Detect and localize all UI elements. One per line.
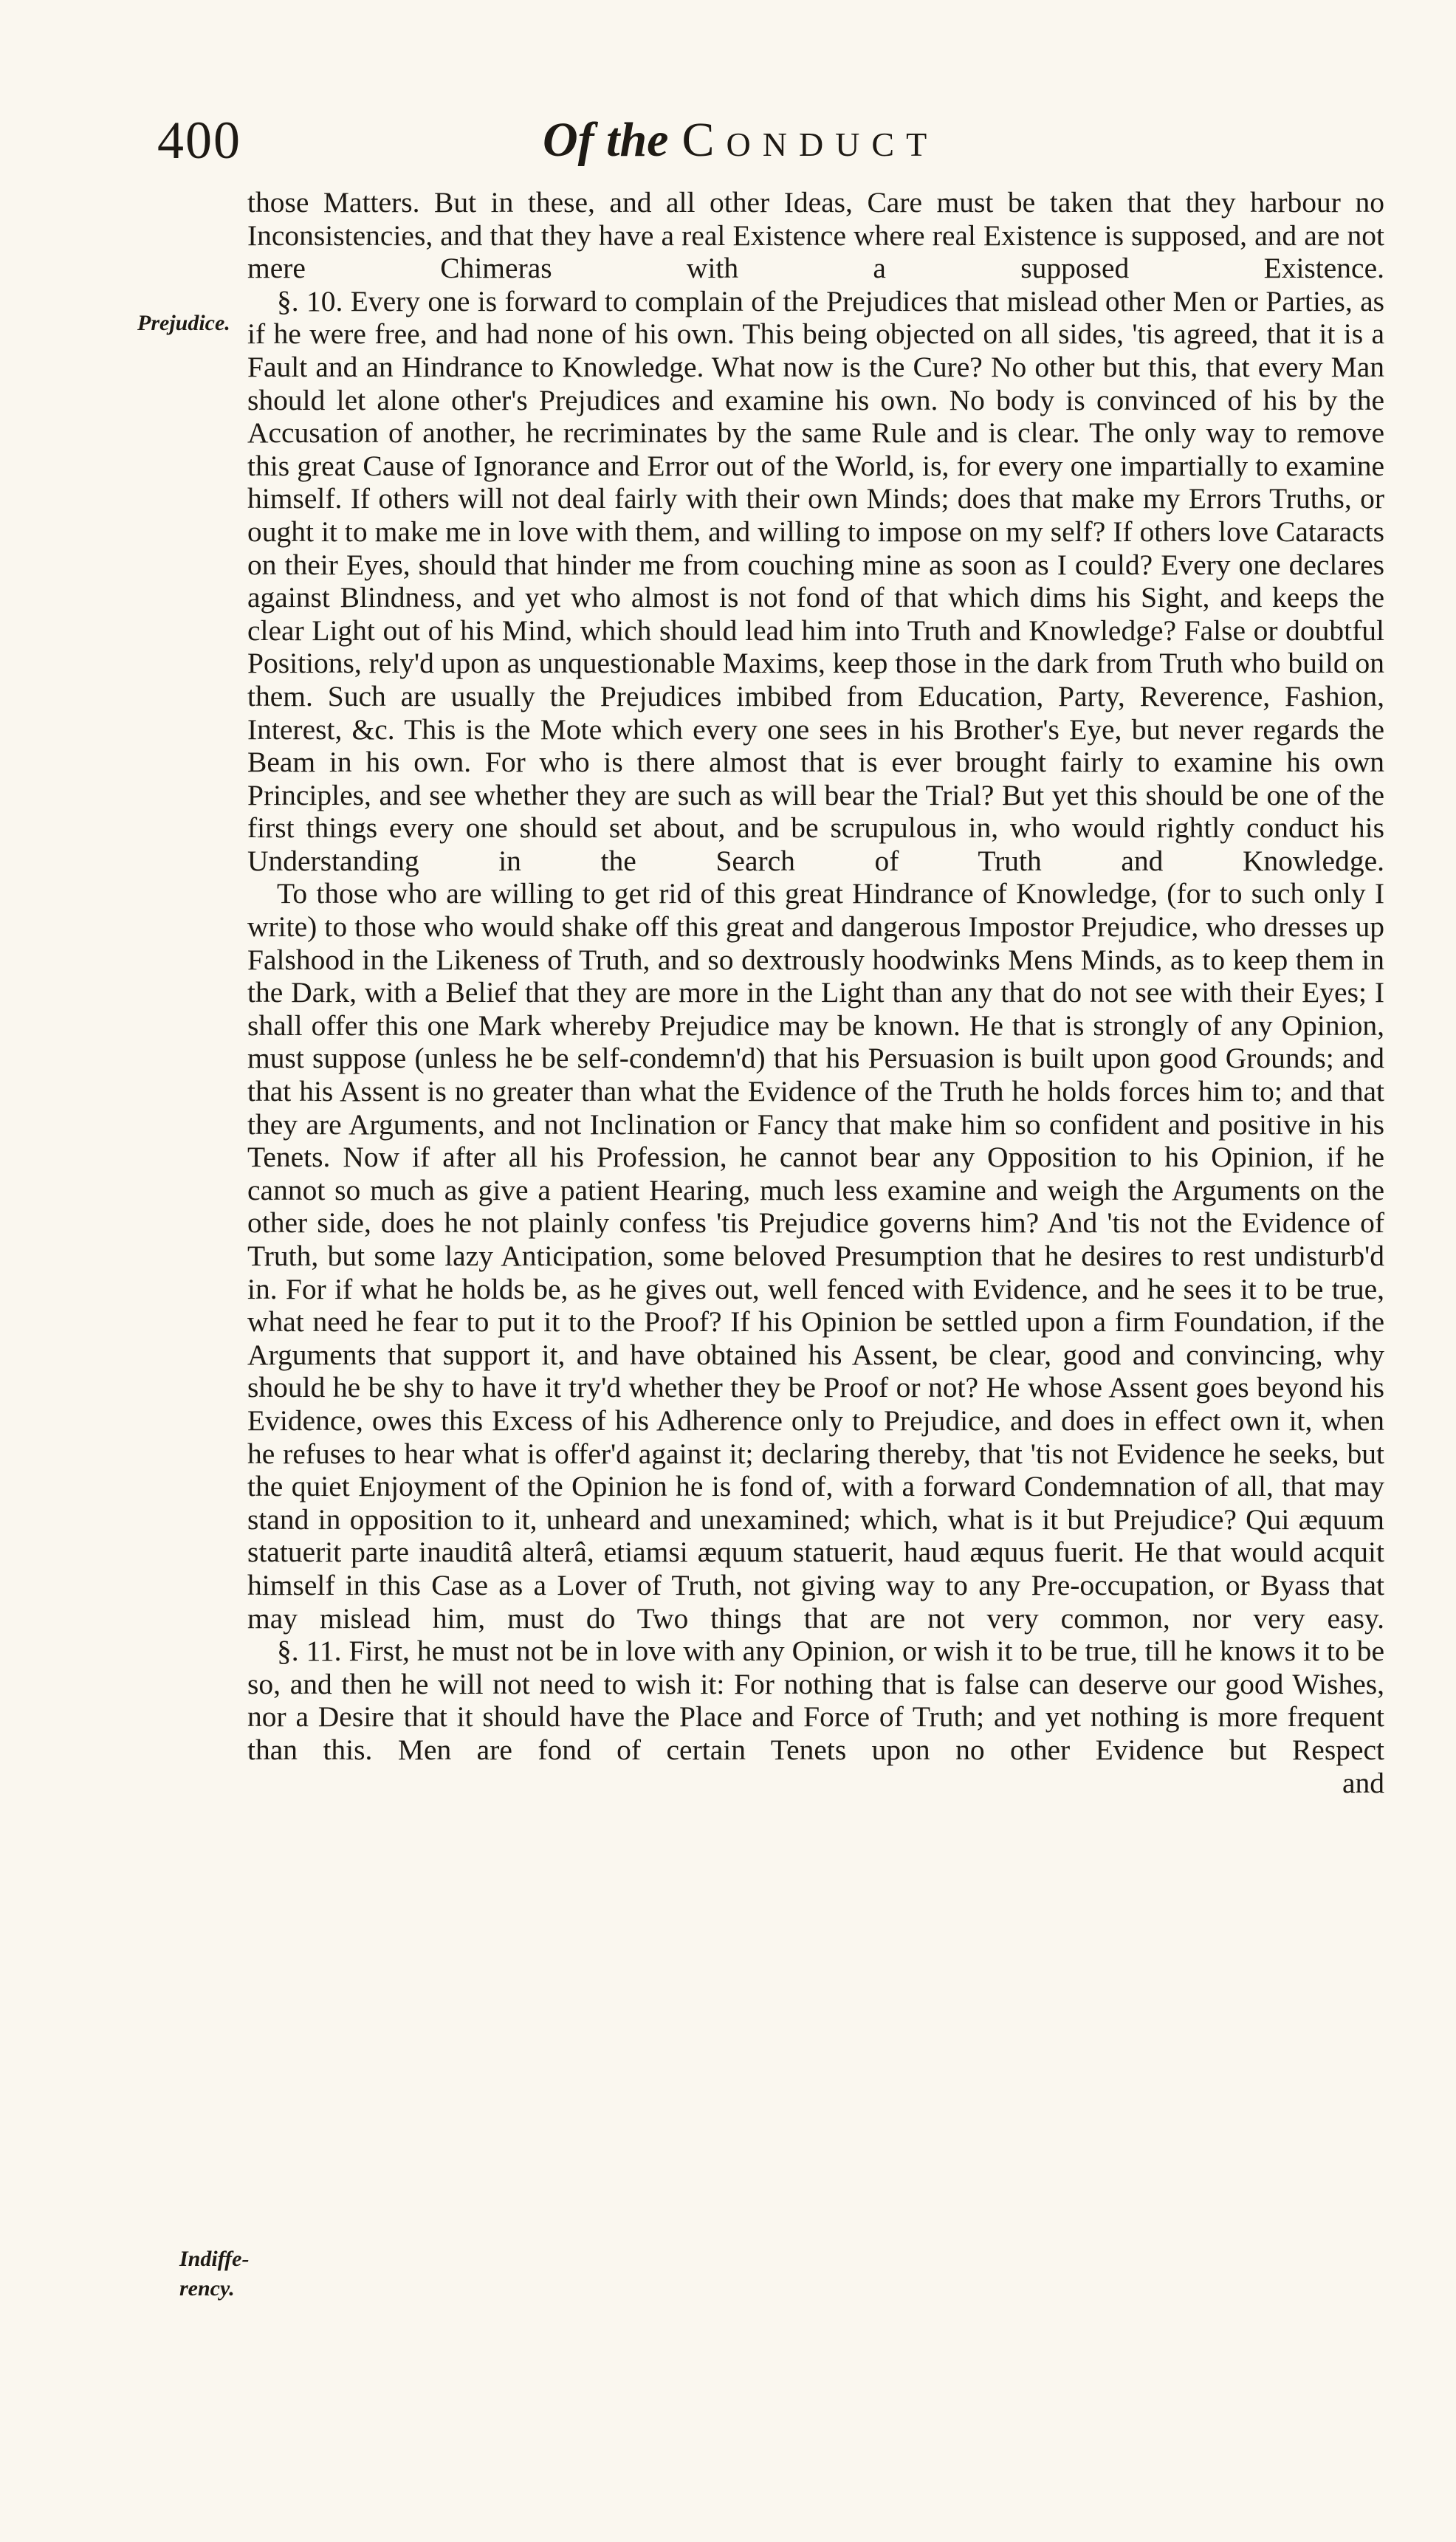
running-head — [543, 111, 938, 170]
margin-note-indifferency-1: Indiffe- — [179, 2247, 250, 2271]
paragraph-section-10: §. 10. Every one is forward to complain of the Prejudices that mislead other Men or Parties, as if he were free, and had none of his own. This being objected on all sides, 'tis agreed, that it is a Fault and an Hindrance to Knowledge. What now is the Cure? No other but this, that every Man should let alone other's Prejudices and examine his own. No body is convinced of his by the Accusation of another, he recriminates by the same Rule and is clear. The only way to remove this great Cause of Ignorance and Error out of the World, is, for every one impartially to examine himself. If others will not deal fairly with their own Minds; does that make my Errors Truths, or ought it to make me in love with them, and willing to impose on my self? If others love Cataracts on their Eyes, should that hinder me from couching mine as soon as I could? Every one declares against Blindness, and yet who almost is not fond of that which dims his Sight, and keeps the clear Light out of his Mind, which should lead him into Truth and Knowledge? False or doubtful Positions, rely'd upon as unquestionable Maxims, keep those in the dark from Truth who build on them. Such are usually the Prejudices imbibed from Education, Party, Reverence, Fashion, Interest, &c. This is the Mote which every one sees in his Brother's Eye, but never regards the Beam in his own. For who is there almost that is ever brought fairly to examine his own Principles, and see whether they are such as will bear the Trial? But yet this should be one of the first things every one should set about, and be scrupulous in, who would rightly conduct his Understanding in the Search of Truth and Knowledge. — [247, 284, 1384, 877]
paragraph-section-11: §. 11. First, he must not be in love with any Opinion, or wish it to be true, till he knows it to be so, and then he will not need to wish it: For nothing that is false can deserve our good Wishes, nor a Desire that it should have the Place and Force of Truth; and yet nothing is more frequent than this. Men are fond of certain Tenets upon no other Evidence but Respect — [247, 1635, 1384, 1766]
margin-note-prejudice: Prejudice. — [137, 311, 230, 335]
paragraph: those Matters. But in these, and all other Ideas, Care must be taken that they harbour no Inconsistencies, and that they have a real Existence where real Existence is supposed, and are not mere Chimeras with a supposed Existence. — [247, 186, 1384, 285]
paragraph: To those who are willing to get rid of this great Hindrance of Knowledge, (for to such only I write) to those who would shake off this great and dangerous Impostor Prejudice, who dresses up Falshood in the Likeness of Truth, and so dextrously hoodwinks Mens Minds, as to keep them in the Dark, with a Belief that they are more in the Light than any that do not see with their Eyes; I shall offer this one Mark whereby Prejudice may be known. He that is strongly of any Opinion, must suppose (unless he be self-condemn'd) that his Persuasion is built upon good Grounds; and that his Assent is no greater than what the Evidence of the Truth he holds forces him to; and that they are Arguments, and not Inclination or Fancy that make him so confident and positive in his Tenets. Now if after all his Profession, he cannot bear any Opposition to his Opinion, if he cannot so much as give a patient Hearing, much less examine and weigh the Arguments on the other side, does he not plainly confess 'tis Prejudice governs him? And 'tis not the Evidence of Truth, but some lazy Anticipation, some beloved Presumption that he desires to rest undisturb'd in. For if what he holds be, as he gives out, well fenced with Evidence, and he sees it to be true, what need he fear to put it to the Proof? If his Opinion be settled upon a firm Foundation, if the Arguments that support it, and have obtained his Assent, be clear, good and convincing, why should he be shy to have it try'd whether they be Proof or not? He whose Assent goes beyond his Evidence, owes this Excess of his Adherence only to Prejudice, and does in effect own it, when he refuses to hear what is offer'd against it; declaring thereby, that 'tis not Evidence he seeks, but the quiet Enjoyment of the Opinion he is fond of, with a forward Condemnation of all, that may stand in opposition to it, unheard and unexamined; which, what is it but Prejudice? Qui æquum statuerit parte inauditâ alterâ, etiamsi æquum statuerit, haud æquus fuerit. He that would acquit himself in this Case as a Lover of Truth, not giving way to any Pre-occupation, or Byass that may mislead him, must do Two things that are not very common, nor very easy. — [247, 877, 1384, 1635]
page-number: 400 — [157, 111, 241, 170]
running-head-title: Conduct — [681, 113, 939, 167]
body-text — [247, 186, 1384, 1799]
margin-note-indifferency-2: rency. — [179, 2276, 235, 2301]
catchword: and — [1342, 1766, 1384, 1799]
running-head-prefix: Of the — [543, 113, 669, 167]
